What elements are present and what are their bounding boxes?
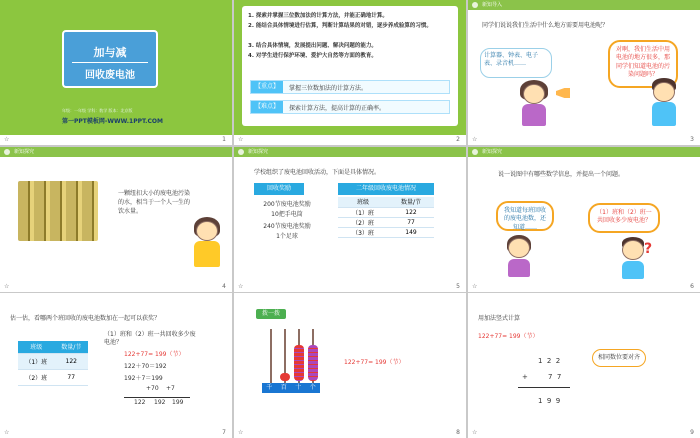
tag-dot-icon — [472, 149, 478, 155]
slide-tag: 新知探究 — [14, 149, 35, 155]
place-label: 千 — [266, 384, 273, 391]
reward-line-4: 1个足球 — [276, 233, 298, 240]
girl-illustration — [188, 217, 226, 273]
intro-text: 学校组织了废电池回收活动，下面是具体情况。 — [254, 169, 381, 176]
equation-step-1: 122＋70＝192 — [124, 363, 167, 370]
tag-dot-icon — [238, 149, 244, 155]
boy-illustration — [644, 78, 684, 130]
key-label: 【重点】 — [251, 81, 283, 93]
col-count-header: 数量/节 — [388, 197, 434, 207]
nl-label-192: 192 — [154, 399, 166, 406]
answer-bubble-2: 对啊，我们生活中用电池的地方很多，那同学们知道电池的污染问题吗？ — [608, 40, 678, 88]
reward-line-1: 200节废电池奖励 — [263, 201, 311, 208]
megaphone-icon — [556, 88, 570, 98]
question-text: 同学们说说我们生活中什么地方需要用电池呢？ — [482, 22, 609, 29]
answer-bubble-1: 计算器、钟表、电子表、录音机…… — [480, 48, 552, 78]
slide-number: 8 — [456, 429, 460, 436]
class-cell: （1）班 — [338, 207, 388, 217]
slide-title: 加与减 — [93, 46, 127, 59]
slide-number: 7 — [222, 429, 226, 436]
speech-bubble-girl: 我知道每班回收的废电池数，还知道…… — [496, 201, 554, 231]
reward-line-3: 240节废电池奖励 — [263, 223, 311, 230]
slide-footer — [468, 282, 700, 292]
site-footer: 第一PPT模板网-WWW.1PPT.COM — [62, 118, 163, 125]
star-icon: ☆ — [4, 283, 10, 290]
slide-footer — [0, 428, 232, 438]
class-cell: （2）班 — [338, 217, 388, 227]
slide-footer — [468, 428, 700, 438]
slide-8[interactable] — [234, 293, 466, 438]
place-label: 十 — [295, 384, 302, 391]
info-line: 年级：一年级 学科：数学 版本：北京版 — [62, 108, 133, 113]
slide-tag: 新知探究 — [248, 149, 269, 155]
fact-text: 一颗纽扣大小的废电池污染的水，相当于一个人一生的饮水量。 — [118, 190, 191, 215]
abacus-rod-1 — [270, 329, 272, 385]
tag-badge: 拨一拨 — [256, 309, 286, 319]
slide-title: 用加法竖式计算 — [478, 315, 521, 322]
class-cell: （1）班 — [18, 353, 55, 369]
count-cell: 149 — [388, 227, 434, 237]
slide-tag-bar — [234, 147, 466, 157]
slide-footer — [0, 135, 232, 145]
star-icon: ☆ — [238, 283, 244, 290]
key-point-row — [250, 80, 450, 94]
slide-number: 3 — [690, 136, 694, 143]
slide-tag: 新知导入 — [482, 2, 503, 8]
table-row — [338, 207, 434, 217]
table-row — [18, 353, 88, 369]
vertical-row-2: 7 7 — [548, 373, 562, 381]
slide-3[interactable] — [468, 0, 700, 145]
slide-tag-bar — [468, 147, 700, 157]
slide-9[interactable] — [468, 293, 700, 438]
girl-illustration — [514, 80, 554, 130]
vertical-result: 1 9 9 — [538, 397, 561, 405]
number-line — [124, 397, 190, 398]
slide-1[interactable] — [0, 0, 232, 145]
star-icon: ☆ — [4, 429, 10, 436]
count-cell: 77 — [55, 369, 89, 385]
equation-text: 122+77= 199（节） — [344, 359, 405, 366]
bead-column-tens — [294, 345, 304, 381]
count-cell: 122 — [388, 207, 434, 217]
boy-illustration — [618, 237, 648, 281]
slide-number: 1 — [222, 136, 226, 143]
count-cell: 77 — [388, 217, 434, 227]
abacus — [262, 329, 320, 393]
jump-plus7: +7 — [166, 385, 175, 392]
equation-step-2: 192＋7＝199 — [124, 375, 163, 382]
slide-footer — [234, 282, 466, 292]
slide-number: 2 — [456, 136, 460, 143]
tip-bubble: 相同数位要对齐 — [592, 349, 646, 367]
plus-sign: + — [522, 373, 528, 381]
bead-column-ones — [308, 345, 318, 381]
class-cell: （3）班 — [338, 227, 388, 237]
count-cell: 122 — [55, 353, 89, 369]
slide-number: 4 — [222, 283, 226, 290]
slide-tag-bar — [468, 0, 700, 10]
batteries-image — [18, 181, 98, 241]
instruction-text: 估一估，看哪两个班回收的废电池数加在一起可以获奖？ — [10, 315, 161, 322]
slide-number: 9 — [690, 429, 694, 436]
slide-6[interactable] — [468, 147, 700, 292]
divider — [72, 62, 148, 63]
table-row — [18, 369, 88, 385]
equation-text: 122+77= 199（节） — [478, 333, 539, 340]
difficulty-row — [250, 100, 450, 114]
slide-footer — [468, 135, 700, 145]
slide-footer — [0, 282, 232, 292]
slide-footer — [234, 428, 466, 438]
table-title: 二年级回收废电池情况 — [338, 183, 434, 195]
sum-line — [518, 387, 570, 388]
star-icon: ☆ — [238, 136, 244, 143]
goal-3: 3. 结合具体情境，发展提出问题、解决问题的能力。 — [248, 43, 377, 49]
star-icon: ☆ — [4, 136, 10, 143]
table-row — [338, 217, 434, 227]
nl-label-122: 122 — [134, 399, 146, 406]
jump-plus70: +70 — [146, 385, 159, 392]
difficulty-text: 探索计算方法，提高计算的正确率。 — [289, 105, 386, 112]
speech-bubble-boy: （1）班和（2）班一共回收多少废电池？ — [588, 203, 660, 233]
class-cell: （2）班 — [18, 369, 55, 385]
goal-1: 1. 探索并掌握三位数加法的计算方法，并能正确地计算。 — [248, 13, 388, 19]
key-text: 掌握三位数加法的计算方法。 — [289, 85, 368, 92]
question-mark-icon: ? — [644, 241, 653, 257]
star-icon: ☆ — [472, 283, 478, 290]
slide-2[interactable] — [234, 0, 466, 145]
abacus-base — [262, 383, 320, 393]
table-header-row — [18, 341, 88, 353]
table-header-row — [338, 197, 434, 207]
difficulty-label: 【难点】 — [251, 101, 283, 113]
goal-2: 2. 能结合具体情境进行估算，判断计算结果的对错，逐步养成验算的习惯。 — [248, 23, 432, 29]
slide-5[interactable] — [234, 147, 466, 292]
equation-main: 122+77= 199（节） — [124, 351, 185, 358]
slide-subtitle: 回收废电池 — [85, 70, 135, 81]
slide-number: 6 — [690, 283, 694, 290]
tag-dot-icon — [472, 2, 478, 8]
slide-7[interactable] — [0, 293, 232, 438]
slide-number: 5 — [456, 283, 460, 290]
slide-tag: 新知探究 — [482, 149, 503, 155]
class-table — [18, 341, 88, 386]
bead-column-hundreds — [280, 373, 290, 381]
place-label: 个 — [309, 384, 316, 391]
col-count-header: 数量/节 — [55, 341, 89, 353]
tag-dot-icon — [4, 149, 10, 155]
col-class-header: 班级 — [338, 197, 388, 207]
slide-tag-bar — [0, 147, 232, 157]
question-text: （1）班和（2）班一共回收多少废电池？ — [104, 331, 196, 347]
col-class-header: 班级 — [18, 341, 55, 353]
nl-label-199: 199 — [172, 399, 184, 406]
place-label: 百 — [280, 384, 287, 391]
star-icon: ☆ — [472, 136, 478, 143]
reward-header: 回收奖励 — [254, 183, 304, 195]
instruction-text: 说一说图中有哪些数学信息，并提出一个问题。 — [498, 171, 625, 178]
goal-4: 4. 对学生进行保护环境、爱护大自然等方面的教育。 — [248, 53, 377, 59]
star-icon: ☆ — [238, 429, 244, 436]
slide-4[interactable] — [0, 147, 232, 292]
vertical-row-1: 1 2 2 — [538, 357, 561, 365]
recycle-table — [338, 197, 434, 238]
reward-line-2: 10把手电筒 — [271, 211, 303, 218]
slide-footer — [234, 135, 466, 145]
table-row — [338, 227, 434, 237]
star-icon: ☆ — [472, 429, 478, 436]
girl-illustration — [504, 235, 534, 279]
